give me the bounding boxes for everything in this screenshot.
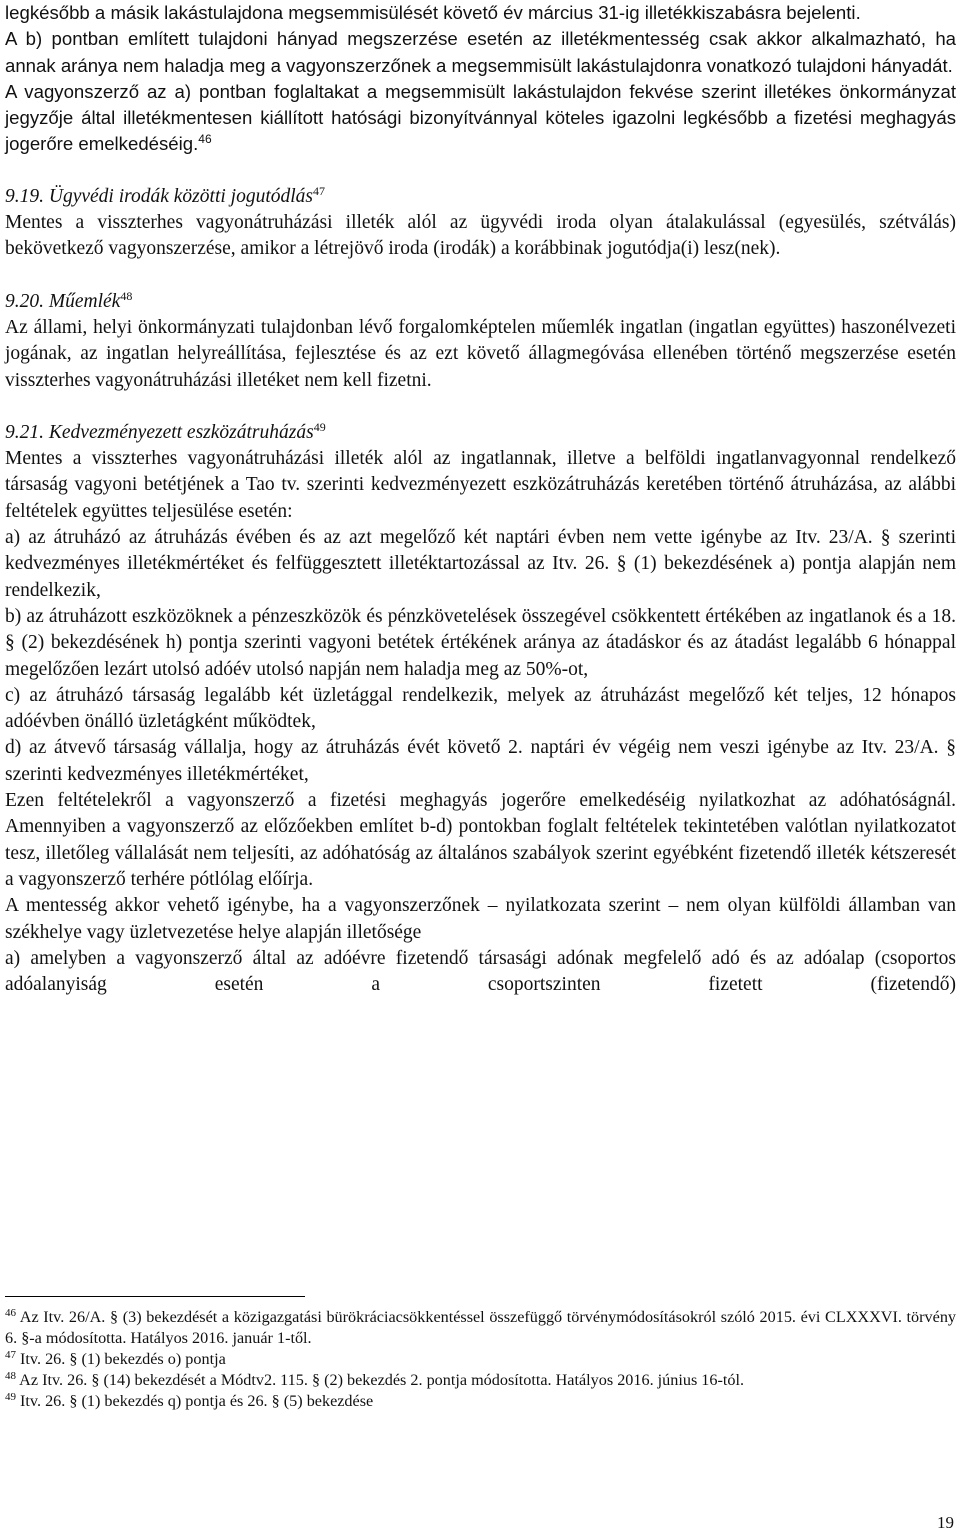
paragraph-intro-continuation: legkésőbb a másik lakástulajdona megsemmisülését követő év március 31-ig illetékkiszabásra bejelenti. <box>5 2 861 23</box>
paragraph-share-condition: A b) pontban említett tulajdoni hányad megszerzése esetén az illetékmentesség csak akkor alkalmazható, ha annak aránya nem haladja meg a vagyonszerzőnek a megsemmisült lakástulajdonra vonatkozó tulajdoni hányadát. <box>5 28 956 76</box>
paragraph-certificate: A vagyonszerző az a) pontban foglaltakat a megsemmisült lakástulajdon fekvése szerint illetékes önkormányzat jegyzője által illetékmentesen kiállított hatósági bizonyítvánnyal köteles igazolni legkésőbb a fizetési meghagyás jogerőre emelkedéséig.$^{46}$ <box>5 80 956 155</box>
footnote-48: $^{48}$ Az Itv. 26. § (14) bekezdését a Módtv2. 115. § (2) bekezdés 2. pontja módosította. Hatályos 2016. június 16-tól. <box>5 1370 745 1389</box>
condition-b: b) az átruházott eszközöknek a pénzeszközök és pénzkövetelések összegével csökkentett értékében az ingatlanok és a 18. § (2) bekezdésének h) pontja szerinti vagyoni betétek értékének aránya az átadáskor és az átadást legalább 6 hónappal megelőzően lezárt utolsó adóév utolsó napján nem haladja meg az 50%-ot, <box>5 605 956 680</box>
condition-d: d) az átvevő társaság vállalja, hogy az átruházás évét követő 2. naptári év végéig nem veszi igénybe az Itv. 23/A. § szerinti kedvezményes illetékmértéket, <box>5 737 956 785</box>
footnote-47: $^{47}$ Itv. 26. § (1) bekezdés o) pontja <box>5 1349 226 1368</box>
footnote-ref-48[interactable]: 48 <box>120 288 133 303</box>
paragraph-declaration: Ezen feltételekről a vagyonszerző a fizetési meghagyás jogerőre emelkedéséig nyilatkozhat az adóhatóságnál. Amennyiben a vagyonszerző az előzőekben említet b-d) pontokban foglalt feltételek tekintetében valótlan nyilatkozatot tesz, illetőleg vállalását nem teljesíti, az adóhatóság az általános szabályok szerint egyébként fizetendő illeték kétszeresét a vagyonszerző terhére pótlólag előírja. <box>5 790 956 890</box>
footnote-ref-46[interactable]: 46 <box>198 132 212 147</box>
footnotes <box>5 1296 956 1412</box>
section-heading-9-20: 9.20. Műemlék$^{48}$ <box>5 288 133 312</box>
section-body-9-20: Az állami, helyi önkormányzati tulajdonban lévő forgalomképtelen műemlék ingatlan (ingatlan együttes) haszonélvezeti jogának, az ingatlan helyreállítása, fejlesztése és az ezt követő állagmegóvása ellenében történő megszerzése esetén visszterhes vagyonátruházási illetéket nem kell fizetni. <box>5 316 956 391</box>
paragraph-exemption-condition: A mentesség akkor vehető igénybe, ha a vagyonszerzőnek – nyilatkozata szerint – nem olyan külföldi államban van székhelye vagy üzletvezetése helye alapján illetősége <box>5 895 956 943</box>
condition-a: a) az átruházó az átruházás évében és az azt megelőző két naptári évben nem vette igénybe az Itv. 23/A. § szerinti kedvezményes illetékmértéket és felfüggesztett illetéktartozással az Itv. 26. § (1) bekezdésének a) pontja alapján nem rendelkezik, <box>5 527 956 601</box>
footnote-ref-47[interactable]: 47 <box>313 183 325 198</box>
footnote-49: $^{49}$ Itv. 26. § (1) bekezdés q) pontja és 26. § (5) bekezdése <box>5 1391 374 1410</box>
condition-c: c) az átruházó társaság legalább két üzletággal rendelkezik, melyek az átruházást megelőző két teljes, 12 hónapos adóévben önálló üzletágként működtek, <box>5 684 956 733</box>
section-heading-9-19: 9.19. Ügyvédi irodák közötti jogutódlás$^{47}$ <box>5 183 325 207</box>
paragraph-condition-a2: a) amelyben a vagyonszerző által az adóévre fizetendő társasági adónak megfelelő adó és az adóalap (csoportos adóalanyiság esetén a csoportszinten fizetett (fizetendő) <box>5 947 956 996</box>
section-heading-9-21: 9.21. Kedvezményezett eszközátruházás$^{49}$ <box>5 419 326 443</box>
page-number: 19 <box>937 1513 954 1532</box>
footnote-46: $^{46}$ Az Itv. 26/A. § (3) bekezdését a közigazgatási bürökráciacsökkentéssel összefüggő törvénymódosításokról szóló 2015. évi CLXXXVI. törvény 6. §-a módosította. Hatályos 2016. január 1-től. <box>5 1307 957 1347</box>
footnote-separator <box>5 1296 305 1297</box>
section-body-9-21: Mentes a visszterhes vagyonátruházási illeték alól az ingatlannak, illetve a belföldi ingatlanvagyonnal rendelkező társaság vagyoni betétjének a Tao tv. szerinti kedvezményezett eszközátruházás keretében történő átruházása, az alábbi feltételek együttes teljesülése esetén: <box>5 448 956 522</box>
main-text <box>5 0 956 998</box>
footnote-ref-49[interactable]: 49 <box>313 419 326 434</box>
section-body-9-19: Mentes a visszterhes vagyonátruházási illeték alól az ügyvédi iroda olyan átalakulással (egyesülés, szétválás) bekövetkező vagyonszerzése, amikor a létrejövő iroda (irodák) a korábbinak jogutódja(i) lesz(nek). <box>5 212 956 260</box>
